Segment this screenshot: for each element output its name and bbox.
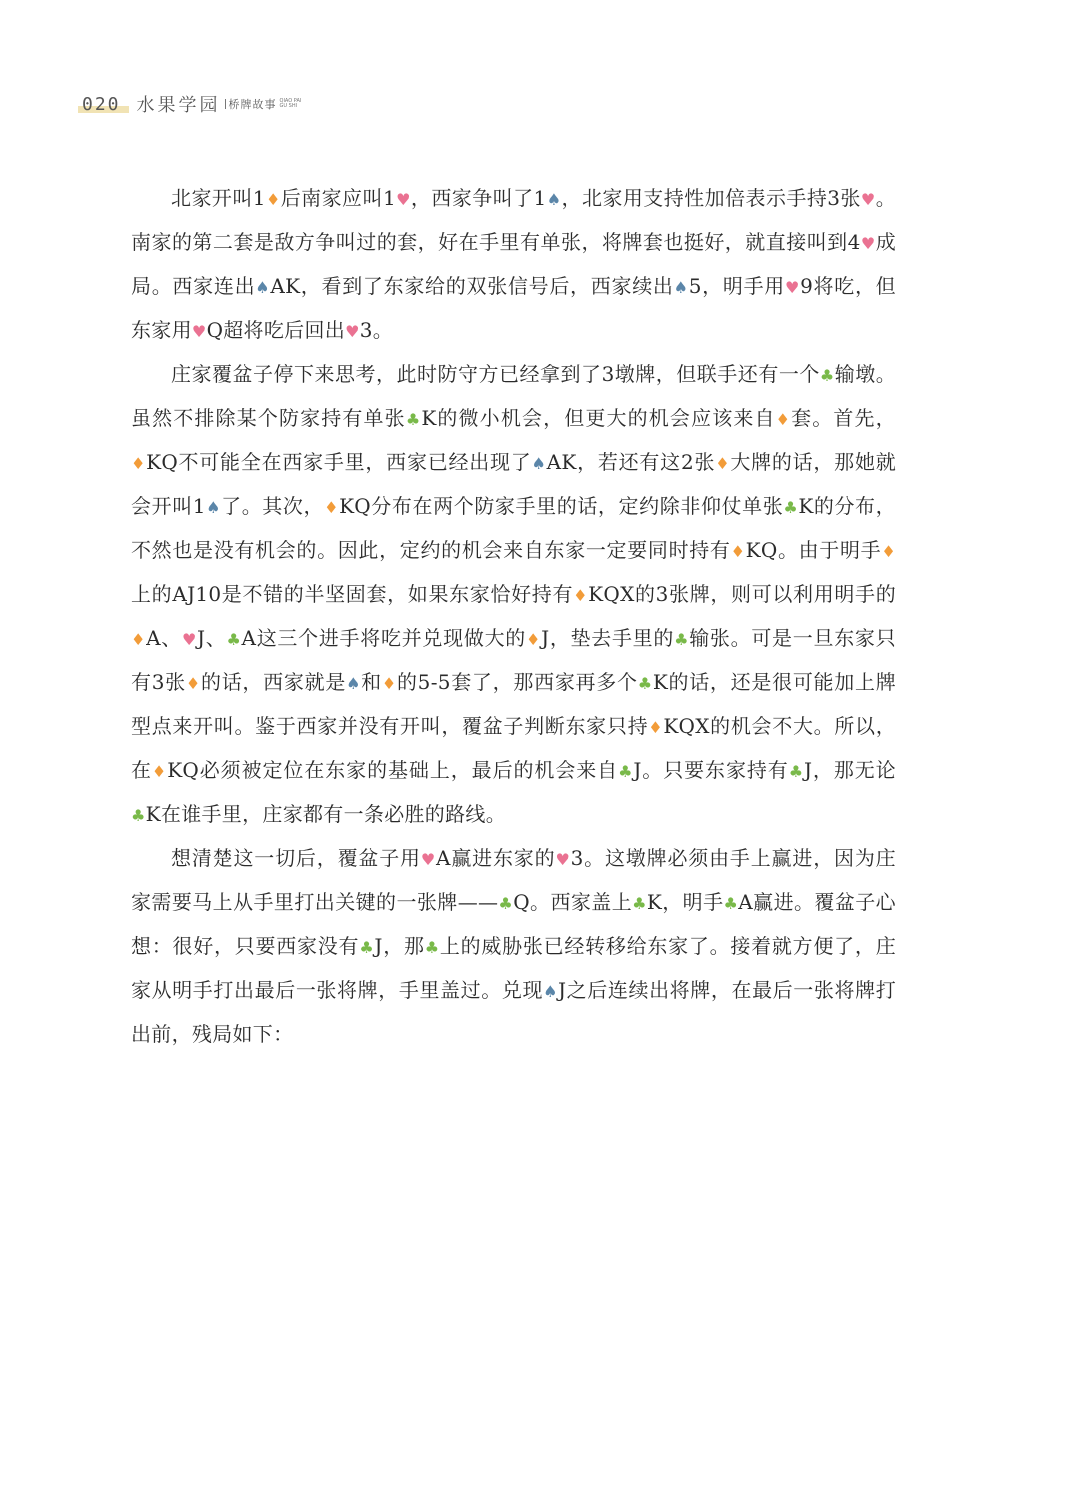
text-run: 北家开叫1	[171, 186, 266, 210]
heart-icon: ♥	[860, 190, 876, 209]
spade-icon: ♠	[546, 190, 562, 209]
text-run: ，北家用支持性加倍表示手持3张	[561, 186, 861, 210]
club-icon: ♣	[618, 762, 634, 781]
paragraph	[131, 837, 896, 1055]
section-tag-line1: QIAO PAI	[279, 98, 302, 104]
club-icon: ♣	[632, 894, 647, 913]
heart-icon: ♥	[785, 278, 801, 297]
text-run: KQ不可能全在西家手里，西家已经出现了	[146, 450, 532, 474]
diamond-icon: ♦	[265, 190, 281, 209]
text-run: 上的AJ10是不错的半坚固套，如果东家恰好持有	[131, 582, 574, 606]
text-run: 套。首先，	[791, 406, 896, 430]
article-body	[131, 177, 896, 1055]
text-run: 上的威胁张已经转移给东家了。接着就方便了，庄家从明手打出最后一张将牌，手里盖过。兑现	[131, 934, 896, 1002]
text-run: KQ必须被定位在东家的基础上，最后的机会来自	[167, 758, 619, 782]
text-run: J之后连续出将牌，在最后一张将牌打出前，残局如下：	[131, 978, 896, 1046]
text-run: 成局。西家连出	[131, 230, 896, 298]
book-title: 水果学园	[136, 95, 221, 116]
club-icon: ♣	[131, 806, 146, 825]
text-run: 想清楚这一切后，覆盆子用	[171, 846, 421, 870]
diamond-icon: ♦	[573, 586, 589, 605]
spade-icon: ♠	[673, 278, 689, 297]
text-run: J，那	[374, 934, 425, 958]
text-run: A这三个进手将吃并兑现做大的	[241, 626, 527, 650]
diamond-icon: ♦	[648, 718, 664, 737]
text-run: K，明手	[646, 890, 724, 914]
diamond-icon: ♦	[185, 674, 201, 693]
section-tag-line2: GU SHI	[279, 103, 298, 109]
heart-icon: ♥	[395, 190, 411, 209]
header-divider	[225, 99, 226, 109]
text-run: K的话，还是很可能加上牌型点来开叫。鉴于西家并没有开叫，覆盆子判断东家只持	[131, 670, 897, 738]
text-run: 。南家的第二套是敌方争叫过的套，好在手里有单张，将牌套也挺好，就直接叫到4	[131, 186, 896, 254]
text-run: 输张。可是一旦东家只有3张	[131, 626, 896, 694]
club-icon: ♣	[723, 894, 739, 913]
heart-icon: ♥	[555, 850, 571, 869]
heart-icon: ♥	[345, 322, 360, 341]
text-run: 5，明手用	[688, 274, 786, 298]
text-run: KQ分布在两个防家手里的话，定约除非仰仗单张	[339, 494, 784, 518]
diamond-icon: ♦	[381, 674, 397, 693]
club-icon: ♣	[226, 630, 242, 649]
club-icon: ♣	[424, 938, 440, 957]
text-run: 了。其次，	[221, 494, 325, 518]
diamond-icon: ♦	[131, 630, 147, 649]
diamond-icon: ♦	[131, 454, 147, 473]
text-run: KQX的机会不大。所以，在	[131, 714, 897, 782]
text-run: ，西家争叫了1	[410, 186, 547, 210]
paragraph	[131, 353, 896, 837]
club-icon: ♣	[359, 938, 375, 957]
section-tag	[280, 99, 302, 109]
spade-icon: ♠	[543, 982, 559, 1001]
club-icon: ♣	[674, 630, 690, 649]
text-run: K的微小机会，但更大的机会应该来自	[421, 406, 776, 430]
text-run: J，垫去手里的	[541, 626, 675, 650]
text-run: J。只要东家持有	[633, 758, 789, 782]
club-icon: ♣	[783, 498, 799, 517]
text-run: K的分布，不然也是没有机会的。因此，定约的机会来自东家一定要同时持有	[131, 494, 896, 562]
diamond-icon: ♦	[715, 454, 731, 473]
club-icon: ♣	[637, 674, 653, 693]
club-icon: ♣	[498, 894, 514, 913]
text-run: 的5-5套了，那西家再多个	[396, 670, 638, 694]
text-run: AK，看到了东家给的双张信号后，西家续出	[270, 274, 674, 298]
text-run: A赢进。覆盆子心想：很好，只要西家没有	[131, 890, 896, 958]
diamond-icon: ♦	[526, 630, 542, 649]
text-run: A、	[146, 626, 182, 650]
diamond-icon: ♦	[775, 410, 792, 429]
heart-icon: ♥	[860, 234, 876, 253]
diamond-icon: ♦	[881, 542, 896, 561]
text-run: 输墩。虽然不排除某个防家持有单张	[131, 362, 896, 430]
text-run: 庄家覆盆子停下来思考，此时防守方已经拿到了3墩牌，但联手还有一个	[171, 362, 820, 386]
text-run: A赢进东家的	[436, 846, 556, 870]
text-run: J、	[197, 626, 227, 650]
text-run: 3。	[359, 318, 394, 342]
page-number: 020	[82, 93, 121, 115]
diamond-icon: ♦	[324, 498, 340, 517]
spade-icon: ♠	[255, 278, 271, 297]
spade-icon: ♠	[346, 674, 362, 693]
section-title: 桥牌故事	[228, 98, 277, 111]
heart-icon: ♥	[181, 630, 198, 649]
text-run: 3。这墩牌必须由手上赢进，因为庄家需要马上从手里打出关键的一张牌——	[131, 846, 896, 914]
spade-icon: ♠	[531, 454, 547, 473]
text-run: KQX的3张牌，则可以利用明手的	[588, 582, 896, 606]
club-icon: ♣	[788, 762, 804, 781]
text-run: Q超将吃后回出	[206, 318, 346, 342]
text-run: 9将吃，但东家用	[131, 274, 896, 342]
heart-icon: ♥	[191, 322, 207, 341]
text-run: AK，若还有这2张	[546, 450, 716, 474]
text-run: K在谁手里，庄家都有一条必胜的路线。	[145, 802, 506, 826]
spade-icon: ♠	[205, 498, 222, 517]
text-run: Q。西家盖上	[513, 890, 633, 914]
text-run: 大牌的话，那她就会开叫1	[131, 450, 897, 518]
text-run: J，那无论	[803, 758, 896, 782]
text-run: 后南家应叫1	[280, 186, 396, 210]
text-run: 和	[361, 670, 382, 694]
page-number-box	[78, 94, 129, 115]
club-icon: ♣	[405, 410, 422, 429]
club-icon: ♣	[819, 366, 835, 385]
heart-icon: ♥	[420, 850, 437, 869]
page-header	[78, 92, 301, 116]
diamond-icon: ♦	[730, 542, 746, 561]
paragraph	[131, 177, 896, 353]
text-run: 的话，西家就是	[200, 670, 347, 694]
diamond-icon: ♦	[151, 762, 168, 781]
text-run: KQ。由于明手	[745, 538, 882, 562]
